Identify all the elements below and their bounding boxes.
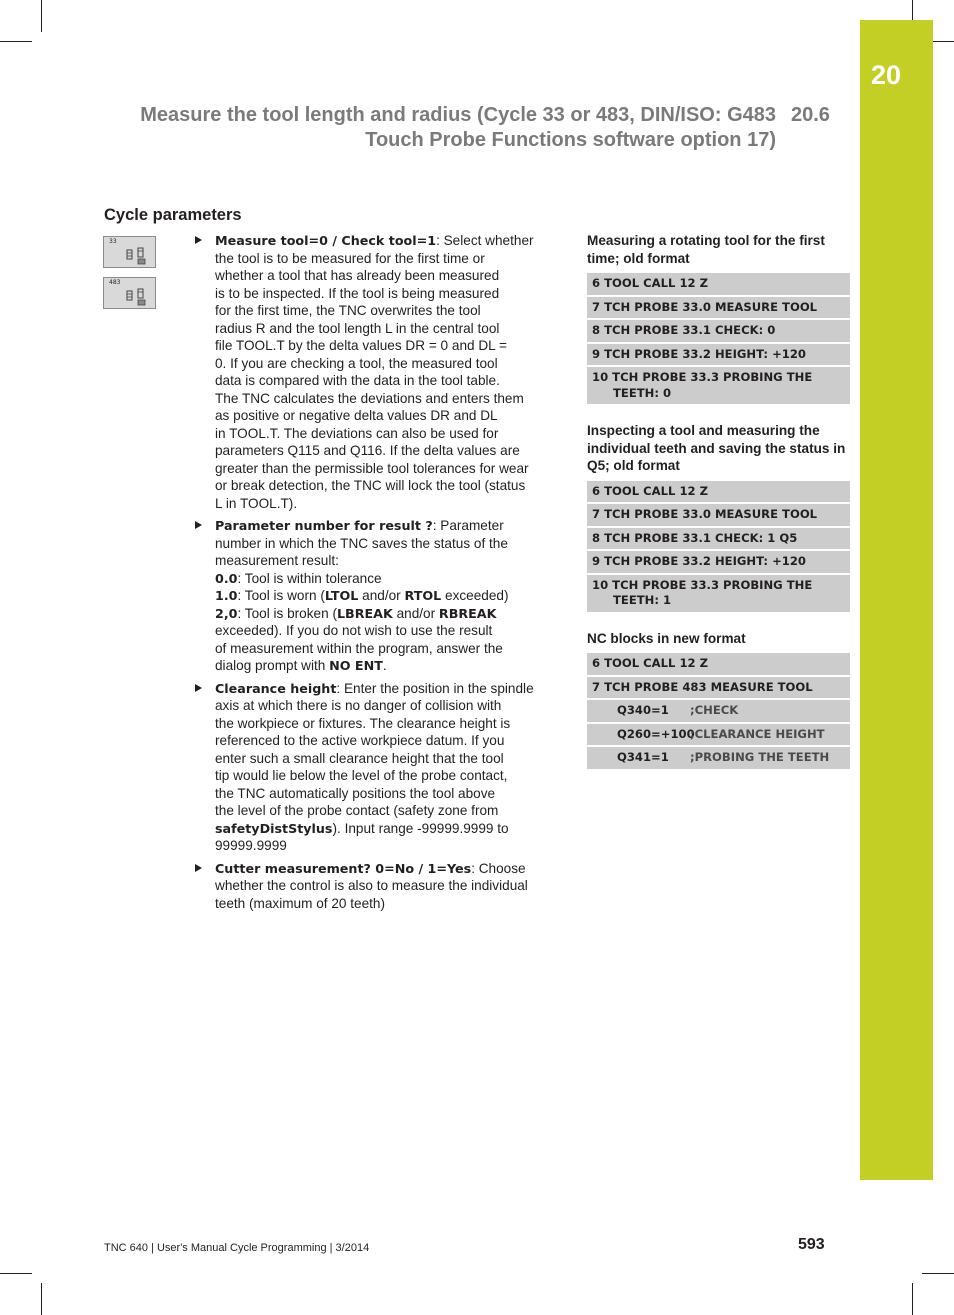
nc-block-table <box>587 481 850 614</box>
nc-block-text: 10 TCH PROBE 33.3 PROBING THE <box>592 370 813 384</box>
q-parameter: Q340=1 <box>617 703 669 717</box>
param-cutter-measurement <box>195 860 560 913</box>
param-text: the TNC automatically positions the tool above <box>215 785 496 801</box>
param-text: tip would lie below the level of the probe contact, <box>215 768 508 783</box>
param-text: data is compared with the data in the tool table. <box>215 373 500 388</box>
param-text: is to be inspected. If the tool is being measured <box>215 285 500 301</box>
section-heading: Cycle parameters <box>104 206 242 224</box>
bullet-arrow-icon <box>195 864 202 872</box>
q-parameter: Q341=1 <box>617 750 669 764</box>
param-text: and/or <box>392 605 439 621</box>
nc-block-text: 10 TCH PROBE 33.3 PROBING THE <box>592 577 813 592</box>
nc-block-row: 8 TCH PROBE 33.1 CHECK: 1 Q5 <box>587 528 850 552</box>
bullet-arrow-icon <box>195 684 202 692</box>
param-text: : Tool is within tolerance <box>237 570 382 586</box>
tool-probe-icon <box>126 246 150 266</box>
q-comment: ;PROBING THE TEETH <box>690 750 830 764</box>
cycle-33-icon <box>103 236 156 268</box>
param-text: 99999.9999 <box>215 838 287 853</box>
icon-label: 33 <box>109 238 117 245</box>
nc-block-row: 7 TCH PROBE 33.0 MEASURE TOOL <box>587 504 850 528</box>
param-measure-check <box>195 232 560 512</box>
param-text: 0. If you are checking a tool, the measured tool <box>215 355 498 371</box>
param-text: the level of the probe contact (safety zone from <box>215 803 499 818</box>
param-text: : Parameter <box>432 518 504 533</box>
param-text: teeth (maximum of 20 teeth) <box>215 895 385 911</box>
nc-block-text: TEETH: 0 <box>613 385 672 400</box>
crop-mark <box>41 1283 42 1315</box>
crop-mark <box>41 0 42 32</box>
param-text: the tool is to be measured for the first time or <box>215 250 485 266</box>
nc-block-row: 6 TOOL CALL 12 Z <box>587 481 850 505</box>
crop-mark <box>912 1283 913 1315</box>
q-parameter: Q260=+100 <box>617 726 695 741</box>
chapter-tab <box>860 20 933 1180</box>
param-text: number in which the TNC saves the status of the <box>215 535 508 551</box>
example-heading: NC blocks in new format <box>587 630 746 646</box>
examples-column <box>587 232 851 787</box>
section-number: 20.6 <box>791 104 830 126</box>
param-text: whether a tool that has already been measured <box>215 268 500 283</box>
nc-block-row <box>587 575 850 614</box>
example-heading: Measuring a rotating tool for the first time; old format <box>587 233 825 266</box>
chapter-number: 20 <box>870 60 902 90</box>
param-text: or break detection, the TNC will lock the tool (status <box>215 478 526 493</box>
param-text: ). Input range -99999.9999 to <box>332 820 509 836</box>
result-value: 2,0 <box>215 605 238 621</box>
param-term: Cutter measurement? 0=No / 1=Yes <box>215 860 472 876</box>
result-value: 0.0 <box>215 570 238 586</box>
param-text: for the first time, the TNC overwrites the tool <box>215 303 481 318</box>
nc-block-row <box>587 367 850 406</box>
nc-block-row: 6 TOOL CALL 12 Z <box>587 653 850 677</box>
nc-block-row: 6 TOOL CALL 12 Z <box>587 273 850 297</box>
param-text: radius R and the tool length L in the central tool <box>215 320 500 336</box>
param-text: and/or <box>358 588 405 603</box>
bullet-arrow-icon <box>195 521 202 529</box>
param-text: The TNC calculates the deviations and enters them <box>215 390 524 406</box>
ltol-term: LTOL <box>324 588 359 603</box>
bullet-arrow-icon <box>195 236 202 244</box>
tool-probe-icon <box>126 287 150 307</box>
param-text: of measurement within the program, answer the <box>215 640 503 656</box>
nc-block-table <box>587 273 850 406</box>
q-comment: ;CHECK <box>690 703 739 717</box>
page-title <box>100 103 776 153</box>
param-text: : Select whether <box>436 233 534 248</box>
param-text: : Tool is worn ( <box>237 588 325 603</box>
param-text: greater than the permissible tool tolerances for wear <box>215 460 529 476</box>
q-comment: ;CLEARANCE HEIGHT <box>690 726 825 741</box>
param-text: enter such a small clearance height that the tool <box>215 750 504 766</box>
noent-term: NO ENT <box>329 658 383 673</box>
nc-block-table <box>587 653 850 771</box>
nc-block-row <box>587 747 850 771</box>
param-text: as positive or negative delta values DR and DL <box>215 408 498 423</box>
nc-block-text: TEETH: 1 <box>613 593 672 607</box>
param-text: : Choose <box>471 860 526 876</box>
param-text: whether the control is also to measure the individual <box>215 878 528 893</box>
param-term: Clearance height <box>215 680 337 696</box>
param-text: exceeded) <box>441 588 509 603</box>
nc-block-row <box>587 700 850 724</box>
icon-label: 483 <box>109 279 121 286</box>
nc-block-row: 7 TCH PROBE 483 MEASURE TOOL <box>587 677 850 701</box>
param-text: : Tool is broken ( <box>237 605 337 621</box>
footer-text: TNC 640 | User's Manual Cycle Programming | 3/2014 <box>104 1242 370 1254</box>
rbreak-term: RBREAK <box>438 605 497 621</box>
cycle-483-icon <box>103 277 156 309</box>
page-title-line2: Touch Probe Functions software option 17) <box>365 129 776 151</box>
parameter-list <box>195 232 560 917</box>
param-result-number <box>195 517 560 675</box>
lbreak-term: LBREAK <box>336 605 393 621</box>
param-text: . <box>382 658 387 673</box>
param-text: dialog prompt with <box>215 658 330 673</box>
param-text: file TOOL.T by the delta values DR = 0 and DL = <box>215 338 507 353</box>
param-text: measurement result: <box>215 553 339 568</box>
safety-term: safetyDistStylus <box>215 820 333 836</box>
page-title-line1: Measure the tool length and radius (Cycle 33 or 483, DIN/ISO: G483 <box>140 104 776 126</box>
page-number: 593 <box>798 1236 825 1253</box>
crop-mark <box>0 1273 32 1274</box>
param-text: axis at which there is no danger of collision with <box>215 698 502 713</box>
nc-block-row: 8 TCH PROBE 33.1 CHECK: 0 <box>587 320 850 344</box>
example-heading: Inspecting a tool and measuring the individual teeth and saving the status in Q5; old format <box>587 423 846 473</box>
nc-block-row <box>587 724 850 748</box>
param-term: Measure tool=0 / Check tool=1 <box>215 233 437 248</box>
param-text: : Enter the position in the spindle <box>336 680 534 696</box>
param-text: the workpiece or fixtures. The clearance height is <box>215 715 511 731</box>
param-clearance-height <box>195 680 560 855</box>
param-text: referenced to the active workpiece datum. If you <box>215 733 505 748</box>
nc-block-row: 9 TCH PROBE 33.2 HEIGHT: +120 <box>587 344 850 368</box>
param-text: parameters Q115 and Q116. If the delta values are <box>215 443 520 458</box>
param-text: L in TOOL.T). <box>215 495 298 511</box>
rtol-term: RTOL <box>404 588 442 603</box>
param-text: exceeded). If you do not wish to use the result <box>215 623 493 638</box>
result-value: 1.0 <box>215 588 238 603</box>
crop-mark <box>0 41 32 42</box>
param-text: in TOOL.T. The deviations can also be used for <box>215 425 499 441</box>
nc-block-row: 9 TCH PROBE 33.2 HEIGHT: +120 <box>587 551 850 575</box>
nc-block-row: 7 TCH PROBE 33.0 MEASURE TOOL <box>587 297 850 321</box>
crop-mark <box>922 1273 954 1274</box>
param-term: Parameter number for result ? <box>215 518 433 533</box>
